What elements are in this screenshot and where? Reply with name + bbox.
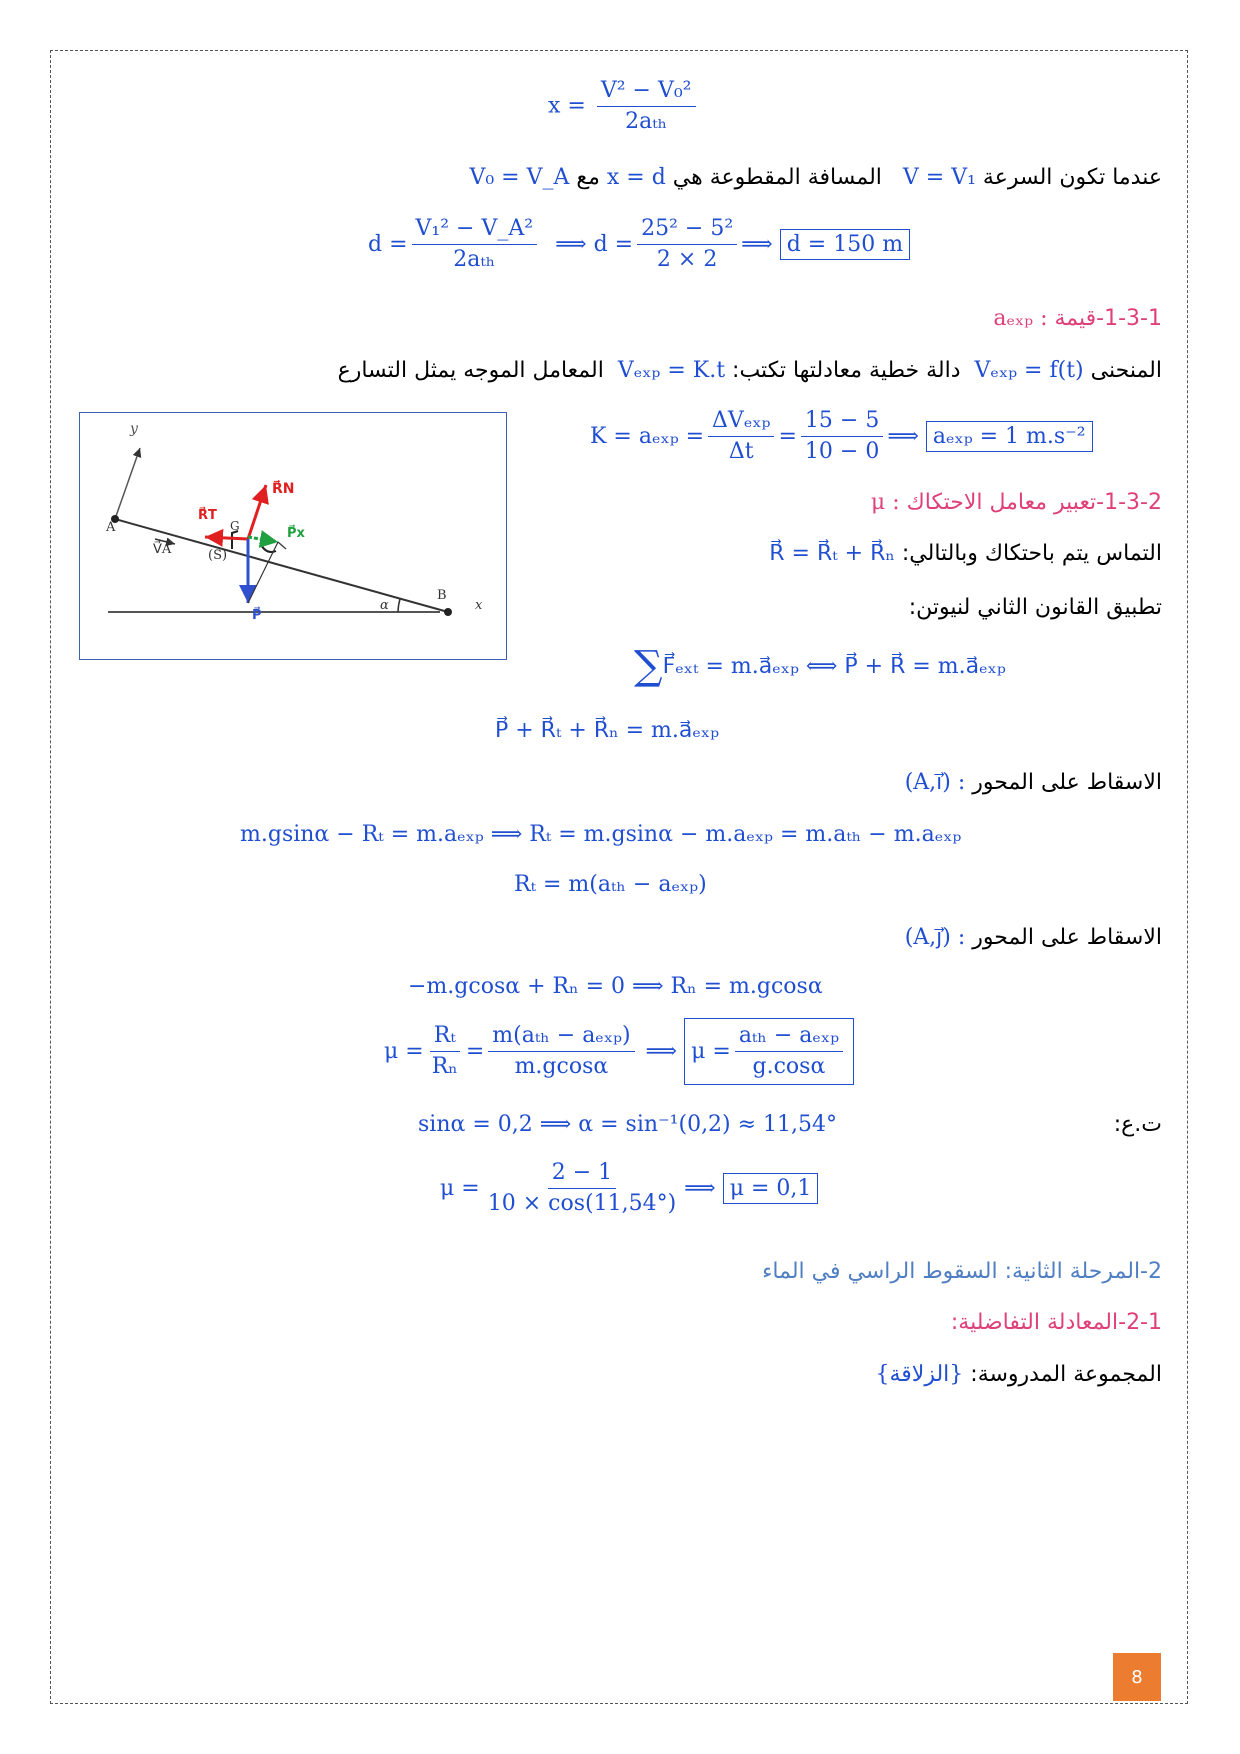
rn-vector [248, 485, 266, 539]
k-result-box: aₑₓₚ = 1 m.s⁻² [926, 421, 1093, 452]
page-number: 8 [1113, 1653, 1161, 1701]
formula-k: K = aₑₓₚ = $\frac{\text{ΔVₑₓₚ}}{\Delta t}$ = $\frac{15 - 5}{10 - 0}$ ⟹ aₑₓₚ = 1 m.s⁻² [590, 406, 1093, 467]
heading-2-1: 2-1-المعادلة التفاضلية: [950, 1310, 1162, 1335]
label-x: x [475, 598, 483, 613]
right-angle-mark [278, 542, 286, 549]
formula-sin-alpha: sinα = 0,2 ⟹ α = sin⁻¹(0,2) ≈ 11,54° [418, 1112, 838, 1137]
formula-rt: Rₜ = m(aₜₕ − aₑₓₚ) [514, 872, 707, 897]
projection-x-label: الاسقاط على المحور (A,i⃗) : [904, 770, 1162, 795]
heading-1-3-2: 1-3-2-تعبير معامل الاحتكاك μ : [870, 490, 1162, 515]
label-va: V⃗A [153, 542, 172, 557]
incline-line [115, 519, 448, 612]
mu-result-box: μ = $\frac{\text{aₜₕ − aₑₓₚ}}{g.\cos\alpha}$ [684, 1018, 854, 1085]
d-result-box: d = 150 m [780, 229, 910, 260]
curve-description-line: المنحنى Vₑₓₚ = f(t) دالة خطية معادلتها تكتب: Vₑₓₚ = K.t المعامل الموجه يمثل التسارع [337, 358, 1162, 383]
body-corner [232, 531, 238, 549]
label-rn: R⃗N [272, 481, 295, 497]
px-vector [248, 537, 278, 542]
inclined-plane-diagram [80, 413, 505, 658]
rt-vector [205, 537, 248, 539]
label-g: G [230, 519, 240, 533]
label-y: y [130, 421, 138, 437]
formula-newton-expanded: P⃗ + R⃗ₜ + R⃗ₙ = m.a⃗ₑₓₚ [495, 718, 720, 743]
heading-stage-2: 2-المرحلة الثانية: السقوط الراسي في الماء [762, 1259, 1162, 1284]
formula-x: x = $\frac{\text{V² − V₀²}}{\text{2aₜₕ}}$ [548, 76, 700, 137]
heading-1-3-1: 1-3-1-قيمة aₑₓₚ : [993, 306, 1162, 331]
point-b [444, 608, 452, 616]
newton-law-line: تطبيق القانون الثاني لنيوتن: [908, 595, 1162, 620]
label-b: B [437, 588, 447, 603]
projection-line [248, 542, 278, 603]
formula-projection-y: −m.gcosα + Rₙ = 0 ⟹ Rₙ = m.gcosα [408, 974, 823, 999]
alpha-arc [398, 599, 400, 612]
formula-projection-x: m.gsinα − Rₜ = m.aₑₓₚ ⟹ Rₜ = m.gsinα − m.aₑₓₚ = m.aₜₕ − m.aₑₓₚ [240, 822, 962, 847]
label-alpha: α [380, 598, 389, 613]
label-s: (S) [208, 548, 228, 563]
numerical-application-label: ت.ع: [1113, 1112, 1162, 1137]
formula-newton: ∑ F⃗ₑₓₜ = m.a⃗ₑₓₚ ⟺ P⃗ + R⃗ = m.a⃗ₑₓₚ [634, 643, 1006, 689]
mu-value-box: μ = 0,1 [723, 1173, 819, 1204]
label-p: P⃗ [252, 608, 262, 623]
formula-mu: μ = $\frac{\text{Rₜ}}{\text{Rₙ}}$ = $\frac{\text{m(aₜₕ − aₑₓₚ)}}{m.gcos\alpha}$ ⟹ μ = $\frac{\text{aₜₕ − aₑₓₚ}}{g.\cos\alpha}$ [384, 1018, 854, 1085]
inclined-plane-figure [79, 412, 507, 660]
label-px: P⃗x [287, 526, 305, 541]
formula-mu-value: μ = $\frac{2 - 1}{10 \times \cos(11,54^\circ)}$ ⟹ μ = 0,1 [440, 1158, 818, 1219]
contact-line: التماس يتم باحتكاك وبالتالي: R⃗ = R⃗ₜ + R⃗ₙ [769, 541, 1162, 566]
label-a: A [106, 520, 116, 535]
projection-y-label: الاسقاط على المحور (A,j⃗) : [904, 925, 1162, 950]
formula-d: d = $\frac{\text{V₁² − V\_A²}}{\text{2aₜₕ}}$ ⟹ d = $\frac{\text{25² − 5²}}{2 \times 2}$ ⟹ d = 150 m [368, 214, 910, 275]
speed-condition-line: عندما تكون السرعة V = V₁ المسافة المقطوعة هي x = d مع V₀ = V_A [469, 165, 1162, 190]
studied-system-line: المجموعة المدروسة: {الزلاقة} [875, 1362, 1162, 1387]
y-axis [115, 448, 140, 519]
label-rt: R⃗T [198, 508, 217, 523]
